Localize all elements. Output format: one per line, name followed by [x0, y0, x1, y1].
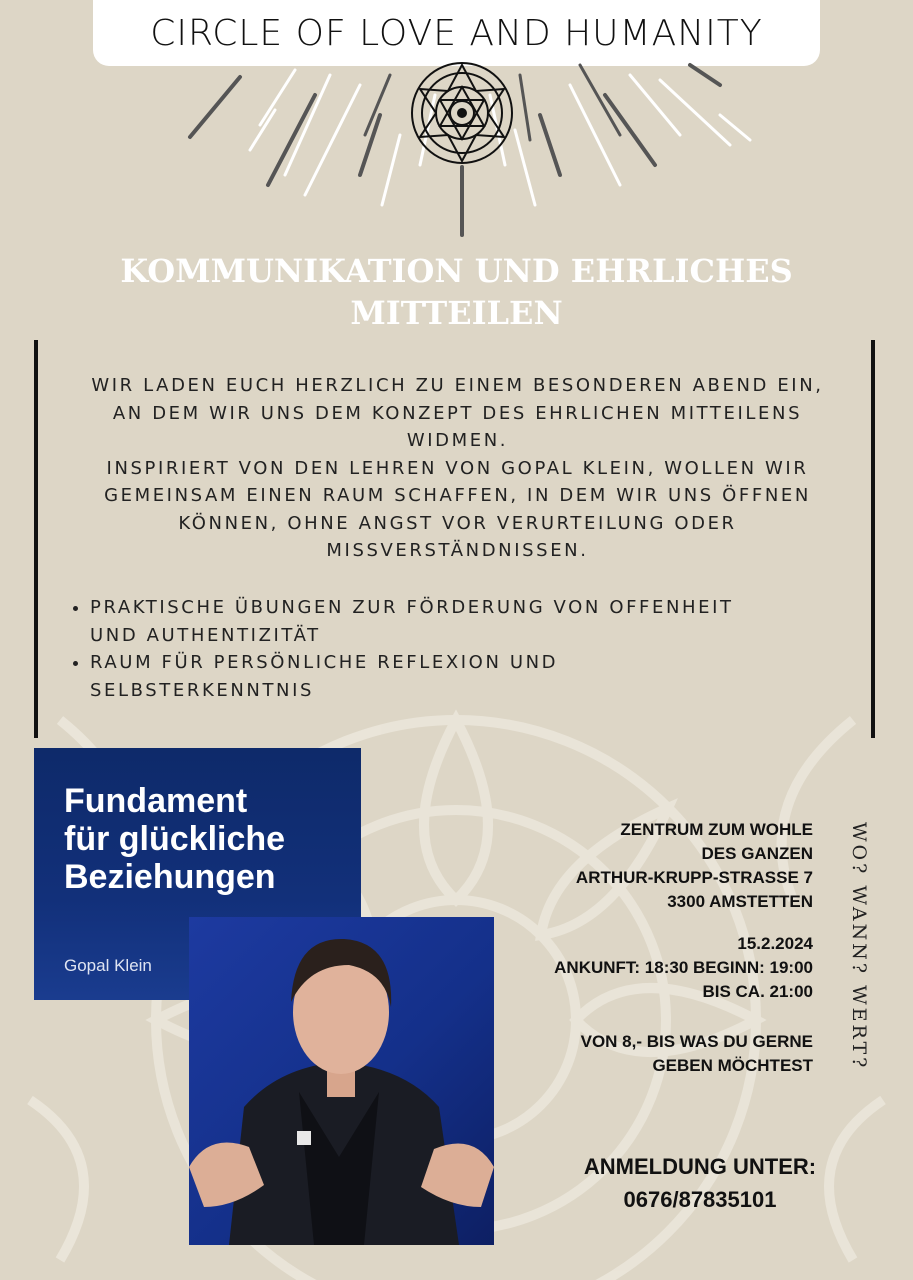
location-line: 3300 AMSTETTEN [667, 892, 813, 911]
bullet-line: • PRAKTISCHE ÜBUNGEN ZUR FÖRDERUNG VON OFFENHEIT [90, 597, 734, 618]
bullet-line: • RAUM FÜR PERSÖNLICHE REFLEXION UND [90, 652, 559, 673]
intro-line: AN DEM WIR UNS DEM KONZEPT DES EHRLICHEN MITTEILENS [112, 402, 803, 424]
intro-line: KÖNNEN, OHNE ANGST VOR VERURTEILUNG ODER [178, 512, 737, 534]
intro-line: MISSVERSTÄNDNISSEN. [326, 540, 589, 561]
page-title: CIRCLE OF LOVE AND HUMANITY [150, 12, 763, 54]
registration-block [540, 1150, 860, 1216]
book-title-line: Fundament [64, 782, 248, 820]
book-title-line: Beziehungen [64, 858, 276, 896]
event-subtitle [100, 250, 813, 334]
time-line: BIS CA. 21:00 [702, 982, 813, 1001]
time-line: ANKUNFT: 18:30 BEGINN: 19:00 [554, 958, 813, 977]
location-line: ZENTRUM ZUM WOHLE [620, 820, 813, 839]
bullet-list [62, 594, 880, 704]
intro-line: INSPIRIERT VON DEN LEHREN VON GOPAL KLEIN, WOLLEN WIR [106, 457, 809, 479]
intro-line: WIR LADEN EUCH HERZLICH ZU EINEM BESONDEREN ABEND EIN, [91, 375, 824, 396]
price-line: VON 8,- BIS WAS DU GERNE [580, 1032, 813, 1051]
list-item [90, 594, 880, 649]
book-title [64, 782, 285, 896]
list-item [90, 649, 880, 704]
left-divider [34, 340, 38, 738]
time-line: 15.2.2024 [737, 934, 813, 953]
subtitle-line: MITTEILEN [350, 294, 563, 332]
bullet-line: SELBSTERKENNTNIS [90, 679, 315, 701]
mandala-icon [412, 63, 512, 163]
intro-line: GEMEINSAM EINEN RAUM SCHAFFEN, IN DEM WIR UNS ÖFFNEN [104, 485, 811, 506]
book-title-line: für glückliche [64, 820, 286, 858]
sun-rays-icon [150, 55, 770, 245]
bullet-line: UND AUTHENTIZITÄT [90, 624, 321, 646]
location-line: DES GANZEN [701, 844, 813, 863]
registration-label: ANMELDUNG UNTER: [583, 1154, 817, 1179]
registration-phone[interactable]: 0676/87835101 [623, 1187, 777, 1212]
location-line: ARTHUR-KRUPP-STRASSE 7 [575, 868, 813, 887]
price-block [581, 1030, 813, 1078]
subtitle-line: KOMMUNIKATION UND EHRLICHES [120, 252, 793, 290]
speaker-photo [189, 917, 494, 1245]
book-author: Gopal Klein [64, 956, 152, 975]
side-label: WO? WANN? WERT? [848, 822, 870, 1071]
intro-text [50, 372, 865, 565]
location-block [576, 818, 813, 914]
price-line: GEBEN MÖCHTEST [652, 1056, 813, 1075]
intro-line: WIDMEN. [406, 430, 509, 451]
time-block [554, 932, 813, 1004]
speaker-portrait-icon [189, 917, 494, 1245]
